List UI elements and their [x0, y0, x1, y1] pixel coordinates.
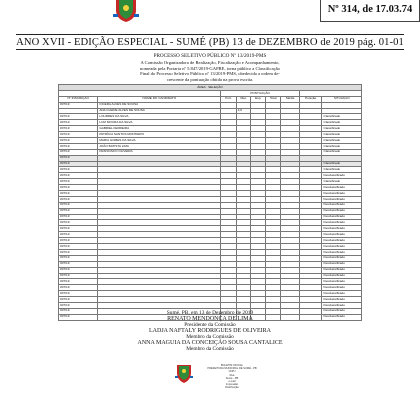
notice-line: Final do Processo Seletivo Público nº 13/2019-PMS, obedecida a ordem de-	[140, 71, 280, 77]
table-cell: 007/19	[59, 126, 98, 132]
colophon-line: e-mail	[228, 380, 236, 384]
table-cell: 007/19	[59, 173, 98, 179]
column-header: Port.	[221, 96, 236, 102]
table-cell: Classificado	[322, 126, 362, 132]
table-cell: Desclassificado	[322, 314, 362, 320]
table-cell: 007/19	[59, 220, 98, 226]
edition-line: ANO XVII - EDIÇÃO ESPECIAL - SUMÉ (PB) 13 de DEZEMBRO de 2019 pág. 01-01	[16, 37, 404, 48]
table-cell: Desclassificado	[322, 196, 362, 202]
table-cell: 007/19	[59, 214, 98, 220]
table-cell: Desclassificado	[322, 261, 362, 267]
table-cell: 007/19	[59, 285, 98, 291]
table-cell: Classificado	[322, 132, 362, 138]
table-cell: Desclassificado	[322, 273, 362, 279]
colophon-line: Impressão	[225, 383, 239, 387]
table-cell: 007/19	[59, 155, 98, 161]
colophon	[204, 364, 260, 390]
notice-body	[60, 60, 360, 82]
table-cell: 007/19	[59, 143, 98, 149]
municipal-seal-logo	[175, 365, 193, 383]
signer-role: Presidente da Comissão	[184, 322, 236, 328]
score-group-header: PONTUAÇÃO	[221, 90, 300, 96]
table-cell: FRANCISCO OLIVEIRA	[98, 149, 221, 155]
law-number: Nº 314, de 17.03.74	[327, 4, 413, 15]
signer-role: Membro da Comissão	[186, 334, 234, 340]
notice-title: PROCESSO SELETIVO PÚBLICO Nº 13/2019-PMS	[153, 53, 267, 59]
table-cell: Desclassificado	[322, 214, 362, 220]
signer-role: Membro da Comissão	[186, 346, 234, 352]
table-cell: Desclassificado	[322, 220, 362, 226]
table-cell: 007/19	[59, 261, 98, 267]
results-table	[58, 84, 362, 321]
law-number-box	[320, 0, 420, 22]
table-cell: 007/19	[59, 202, 98, 208]
colophon-line: BOLETIM OFICIAL	[220, 364, 244, 367]
place-date: Sumé, PB, em 13 de Dezembro de 2019	[166, 310, 254, 316]
table-cell: 007/19	[59, 308, 98, 314]
table-cell: 4,0	[236, 108, 251, 114]
signer-name: RENATO MENDONÇA DE LIMA	[167, 316, 253, 322]
table-cell: Desclassificado	[322, 226, 362, 232]
table-cell: Desclassificado	[322, 244, 362, 250]
table-cell: 007/19	[59, 249, 98, 255]
table-cell: 007/19	[59, 297, 98, 303]
table-cell: 007/19	[59, 279, 98, 285]
table-caption: ÁREA : SELEÇÃO	[59, 85, 362, 91]
table-cell: Classificado	[322, 120, 362, 126]
notice-line: A Comissão Organizadora de Realização, Fiscalização e Acompanhamento,	[140, 60, 280, 65]
table-cell: 007/19	[59, 255, 98, 261]
table-cell: 007/19	[59, 314, 98, 320]
table-cell: 007/19	[59, 120, 98, 126]
table-body	[59, 102, 362, 320]
colophon-line: Rua	[229, 373, 235, 377]
table-cell: MARIA GOMES DA SILVA	[98, 138, 221, 144]
table-cell: 007/19	[59, 114, 98, 120]
colophon-line: Distribuição	[225, 386, 239, 390]
table-cell: Desclassificado	[322, 208, 362, 214]
table-cell: 007/19	[59, 102, 98, 108]
column-header: SITUAÇÃO	[322, 96, 362, 102]
table-cell: Desclassificado	[322, 191, 362, 197]
table-cell: 007/19	[59, 244, 98, 250]
notice-line: nomeada pela Portaria nº 5.847/2019-GAPRE, torna público a Classificação	[140, 65, 280, 71]
table-cell: 007/19	[59, 132, 98, 138]
column-header: Esp.	[251, 96, 266, 102]
table-cell: 007/19	[59, 167, 98, 173]
table-cell: JOÃO BATISTA LIMA	[98, 143, 221, 149]
column-header: Nº INSCRIÇÃO	[59, 96, 98, 102]
column-header: Média	[281, 96, 299, 102]
table-cell: 007/19	[59, 291, 98, 297]
table-cell: LUIZ MOURA DA SILVA	[98, 120, 221, 126]
column-header: Posição	[299, 96, 322, 102]
table-cell: Classificado	[322, 161, 362, 167]
table-cell: Desclassificado	[322, 255, 362, 261]
table-cell: Desclassificado	[322, 291, 362, 297]
table-cell: 007/19	[59, 273, 98, 279]
table-cell: Desclassificado	[322, 302, 362, 308]
table-cell: CICERA ALVES DE SOUSA	[98, 102, 221, 108]
table-cell: Classificado	[322, 114, 362, 120]
column-header: Mat.	[236, 96, 251, 102]
table-cell: 007/19	[59, 302, 98, 308]
municipal-crest-logo	[113, 0, 139, 22]
table-cell: Desclassificado	[322, 285, 362, 291]
table-cell: Classificado	[322, 149, 362, 155]
table-cell: 007/19	[59, 191, 98, 197]
table-cell: Classificado	[322, 138, 362, 144]
table-cell: Desclassificado	[322, 308, 362, 314]
table-cell: Desclassificado	[322, 185, 362, 191]
table-cell: Desclassificado	[322, 202, 362, 208]
table-cell: 007/19	[59, 161, 98, 167]
signer-name: ANNA MAGUIA DA CONCEIÇÃO SOUSA CANTALICE	[137, 340, 283, 346]
colophon-line: PREFEITURA MUNICIPAL DE SUMÉ - PB	[207, 367, 257, 371]
table-cell: PATRÍCIA SANTOS MONTEIRO	[98, 132, 221, 138]
table-cell: Classificado	[322, 167, 362, 173]
table-cell: 007/19	[59, 232, 98, 238]
table-cell: Classificado	[322, 179, 362, 185]
table-cell: 007/19	[59, 138, 98, 144]
column-header: Total	[266, 96, 281, 102]
colophon-line: Sumé - PB	[225, 376, 239, 380]
table-cell: Desclassificado	[322, 232, 362, 238]
table-cell: 007/19	[59, 149, 98, 155]
top-rule	[16, 34, 404, 35]
bottom-rule	[16, 49, 404, 50]
colophon-line: CNPJ	[228, 370, 236, 374]
table-cell: Desclassificado	[322, 238, 362, 244]
table-cell: GABRIEL FERREIRA	[98, 126, 221, 132]
notice-line: crescente da pontuação obtida na prova escrita.	[166, 76, 254, 82]
table-cell: 007/19	[59, 179, 98, 185]
table-cell: Desclassificado	[322, 173, 362, 179]
table-cell: Desclassificado	[322, 249, 362, 255]
table-cell: 007/19	[59, 226, 98, 232]
table-cell: Desclassificado	[322, 267, 362, 273]
table-cell: 007/19	[59, 185, 98, 191]
table-cell: 007/19	[59, 238, 98, 244]
table-cell: LOURDES DA SILVA	[98, 114, 221, 120]
table-cell: Desclassificado	[322, 279, 362, 285]
table-cell: Desclassificado	[322, 297, 362, 303]
table-cell: 007/19	[59, 196, 98, 202]
signer-name: LADJA NAFTALY RODRIGUES DE OLIVEIRA	[148, 328, 272, 334]
table-cell: 007/19	[59, 267, 98, 273]
table-cell: 007/19	[59, 208, 98, 214]
table-cell: ANA CLEIDE ALVES DE SOUSA	[98, 108, 221, 114]
column-header: NOME DO CANDIDATO	[98, 96, 221, 102]
table-cell: Classificado	[322, 143, 362, 149]
